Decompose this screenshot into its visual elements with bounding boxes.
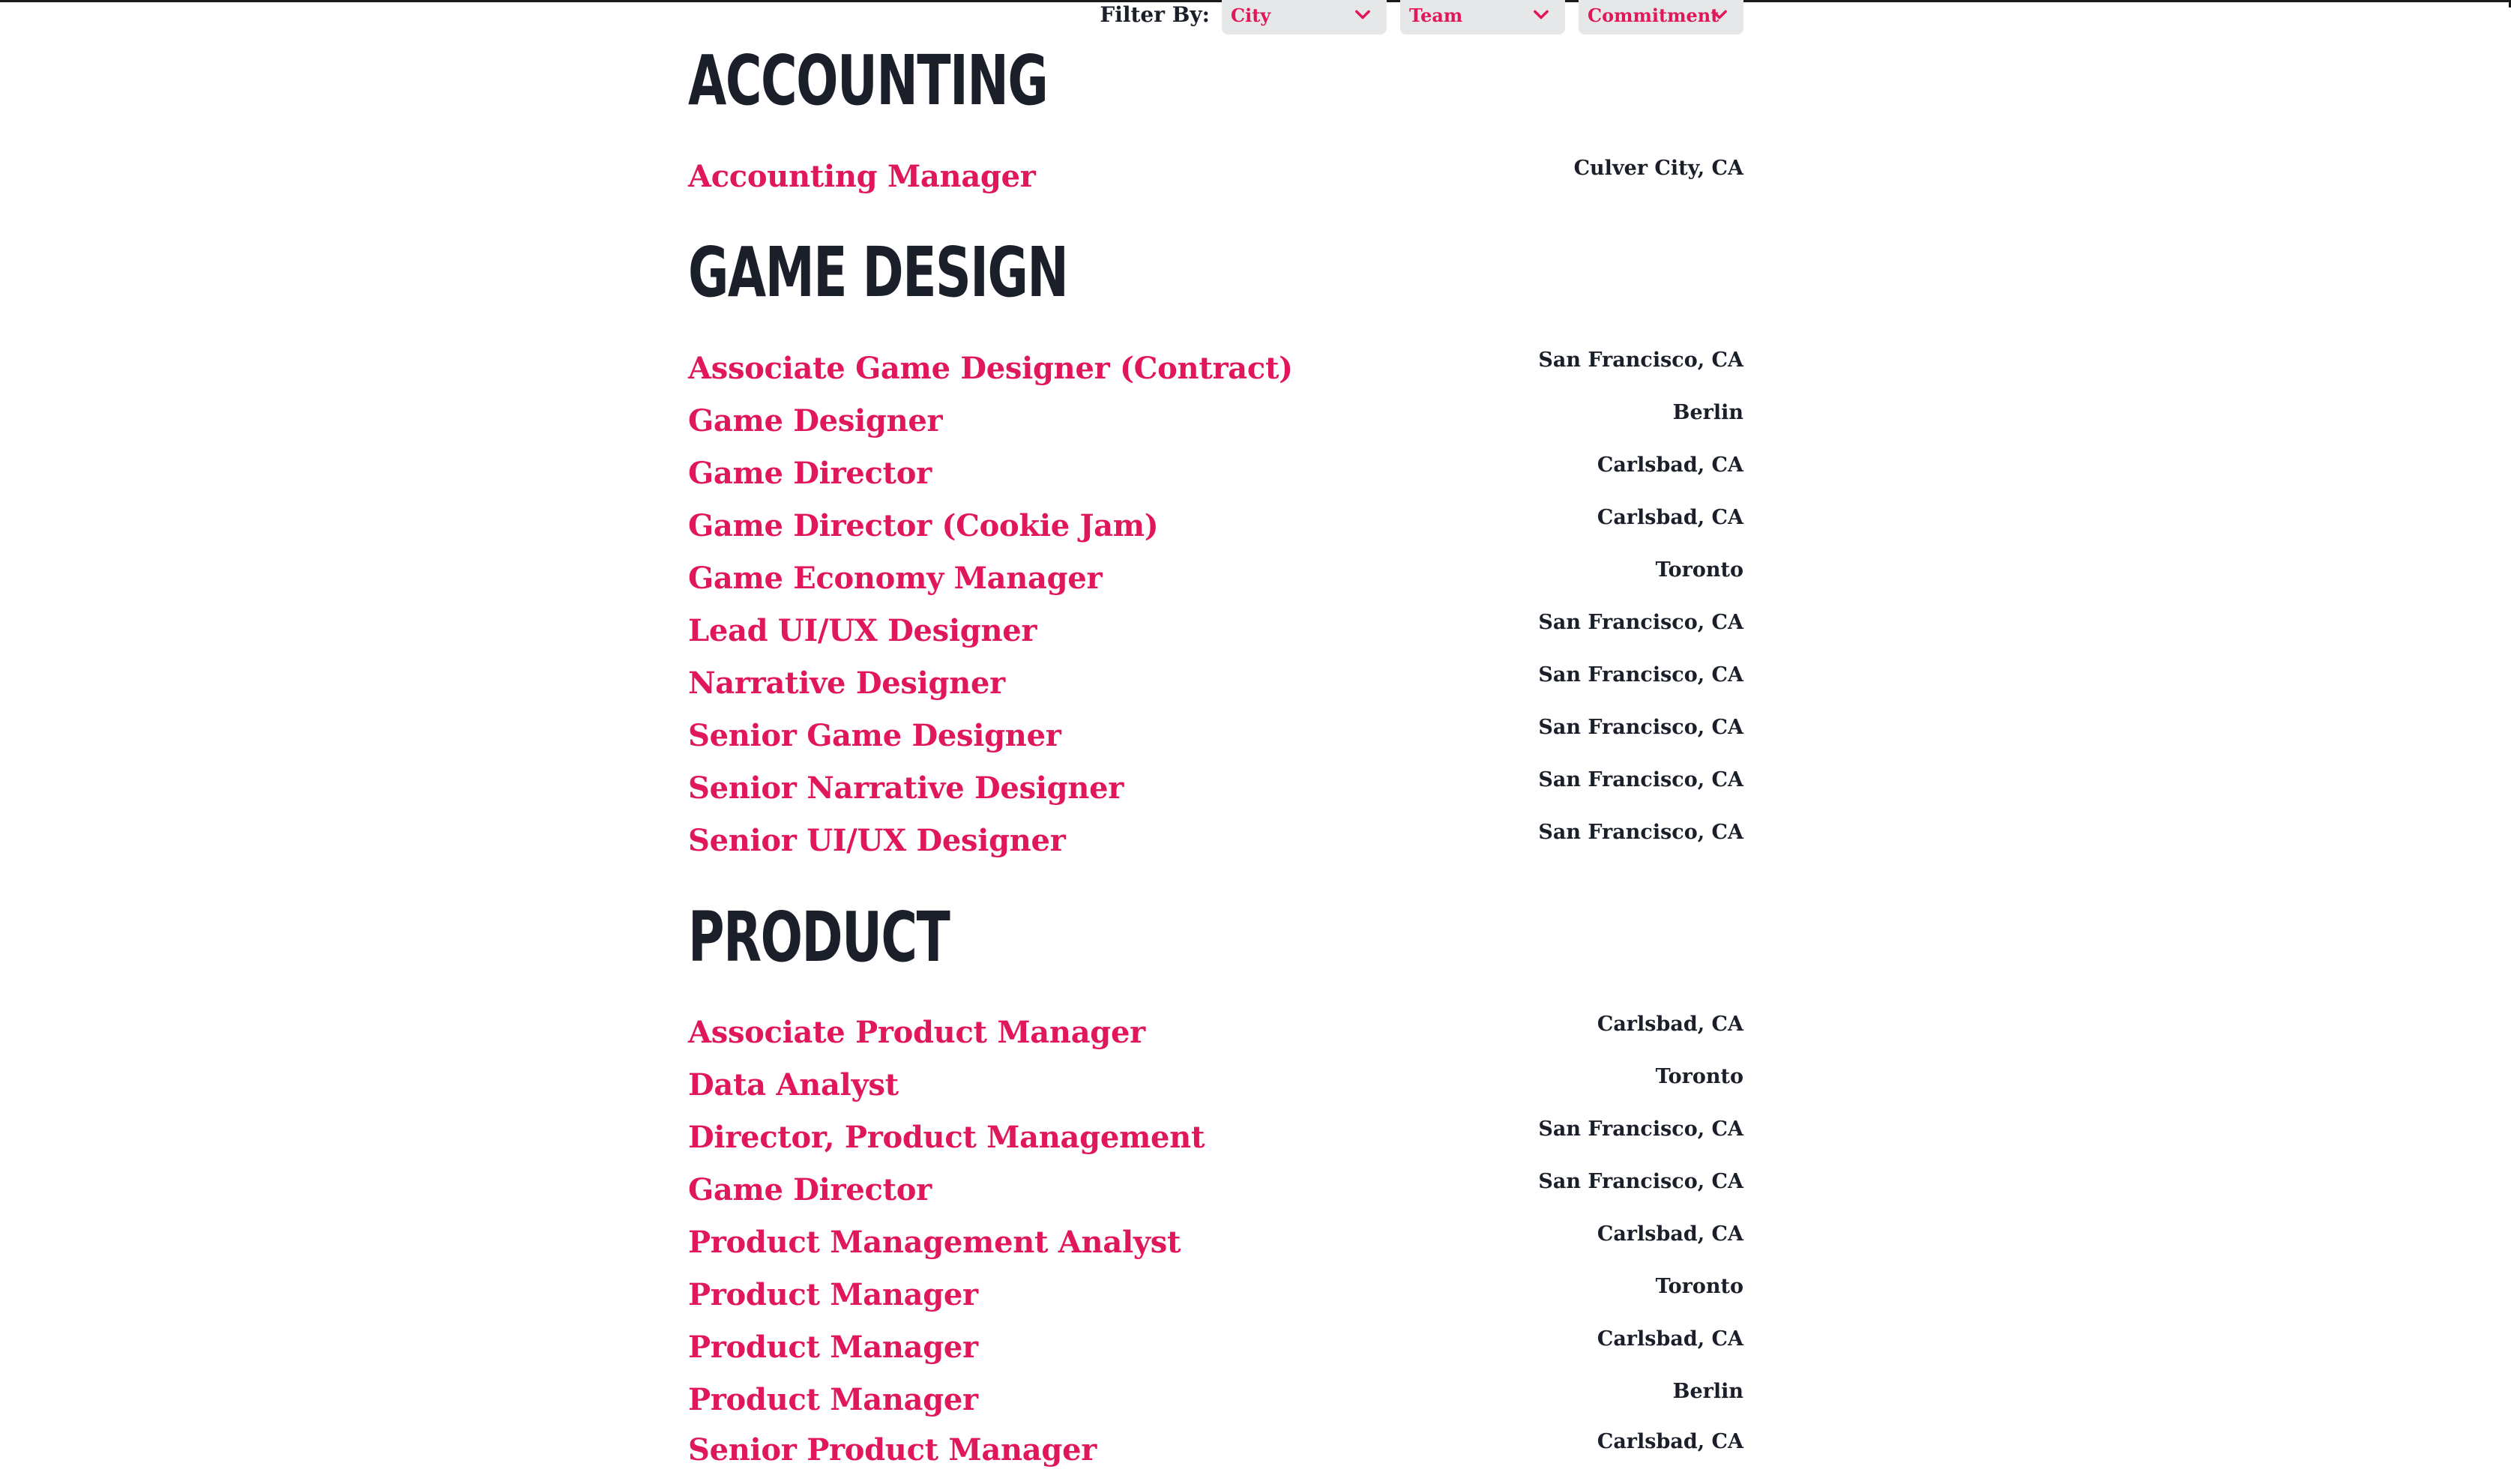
job-title-link[interactable]: Senior Game Designer: [688, 718, 1061, 753]
chevron-down-icon: [1352, 4, 1373, 25]
job-location: Carlsbad, CA: [1597, 1222, 1743, 1246]
job-title-link[interactable]: Associate Product Manager: [688, 1015, 1145, 1050]
chevron-down-icon: [1531, 4, 1552, 25]
job-title-link[interactable]: Senior Product Manager: [688, 1432, 1097, 1468]
job-row: [688, 1432, 1743, 1484]
job-row: [688, 158, 1743, 211]
job-title-link[interactable]: Product Manager: [688, 1330, 978, 1365]
job-row: [688, 1014, 1743, 1067]
job-location: Toronto: [1655, 558, 1743, 582]
city-filter-value: City: [1231, 4, 1271, 26]
job-title-link[interactable]: Senior Narrative Designer: [688, 770, 1124, 806]
city-filter-select[interactable]: [1222, 0, 1387, 34]
job-row: [688, 350, 1743, 402]
job-title-link[interactable]: Associate Game Designer (Contract): [688, 351, 1293, 386]
job-row: [688, 822, 1743, 875]
team-filter-select[interactable]: [1400, 0, 1565, 34]
job-location: Berlin: [1672, 1380, 1743, 1403]
job-title-link[interactable]: Director, Product Management: [688, 1120, 1205, 1155]
job-location: Toronto: [1655, 1275, 1743, 1298]
job-row: [688, 1276, 1743, 1329]
job-location: Toronto: [1655, 1065, 1743, 1088]
job-title-link[interactable]: Data Analyst: [688, 1067, 899, 1103]
job-location: San Francisco, CA: [1538, 716, 1743, 739]
job-row: [688, 1171, 1743, 1224]
job-row: [688, 560, 1743, 612]
job-title-link[interactable]: Game Director: [688, 1172, 932, 1207]
job-location: Carlsbad, CA: [1597, 506, 1743, 529]
job-title-link[interactable]: Game Designer: [688, 403, 943, 438]
job-location: Carlsbad, CA: [1597, 453, 1743, 477]
commitment-filter-select[interactable]: [1579, 0, 1743, 34]
job-location: San Francisco, CA: [1538, 821, 1743, 844]
job-title-link[interactable]: Game Director: [688, 456, 932, 491]
job-row: [688, 507, 1743, 560]
job-title-link[interactable]: Game Economy Manager: [688, 561, 1103, 596]
job-location: San Francisco, CA: [1538, 611, 1743, 634]
chevron-down-icon: [1709, 4, 1730, 25]
job-row: [688, 1224, 1743, 1276]
section-title-product: PRODUCT: [688, 897, 950, 977]
job-location: San Francisco, CA: [1538, 663, 1743, 687]
job-row: [688, 1381, 1743, 1434]
job-row: [688, 717, 1743, 770]
corner-mark: [2498, 0, 2511, 7]
job-row: [688, 1329, 1743, 1381]
section-title-accounting: ACCOUNTING: [688, 40, 1048, 121]
filter-bar: [1100, 0, 1743, 36]
job-row: [688, 1119, 1743, 1171]
job-location: Carlsbad, CA: [1597, 1013, 1743, 1036]
job-title-link[interactable]: Product Management Analyst: [688, 1225, 1181, 1260]
job-title-link[interactable]: Narrative Designer: [688, 666, 1005, 701]
job-location: San Francisco, CA: [1538, 349, 1743, 372]
job-row: [688, 455, 1743, 507]
team-filter-value: Team: [1409, 4, 1463, 26]
job-title-link[interactable]: Game Director (Cookie Jam): [688, 508, 1159, 543]
job-row: [688, 665, 1743, 717]
section-title-game-design: GAME DESIGN: [688, 232, 1068, 313]
job-title-link[interactable]: Product Manager: [688, 1382, 978, 1417]
job-row: [688, 1067, 1743, 1119]
job-title-link[interactable]: Lead UI/UX Designer: [688, 613, 1037, 648]
job-row: [688, 770, 1743, 822]
job-row: [688, 402, 1743, 455]
job-location: Carlsbad, CA: [1597, 1327, 1743, 1351]
job-location: Berlin: [1672, 401, 1743, 424]
job-location: Carlsbad, CA: [1597, 1430, 1743, 1453]
job-location: San Francisco, CA: [1538, 1170, 1743, 1193]
job-location: San Francisco, CA: [1538, 768, 1743, 791]
job-title-link[interactable]: Senior UI/UX Designer: [688, 823, 1066, 858]
job-title-link[interactable]: Product Manager: [688, 1277, 978, 1312]
filter-label: Filter By:: [1100, 2, 1210, 27]
job-row: [688, 612, 1743, 665]
job-location: Culver City, CA: [1573, 157, 1743, 180]
commitment-filter-value: Commitment: [1588, 4, 1719, 26]
job-title-link[interactable]: Accounting Manager: [688, 159, 1036, 194]
job-location: San Francisco, CA: [1538, 1117, 1743, 1141]
